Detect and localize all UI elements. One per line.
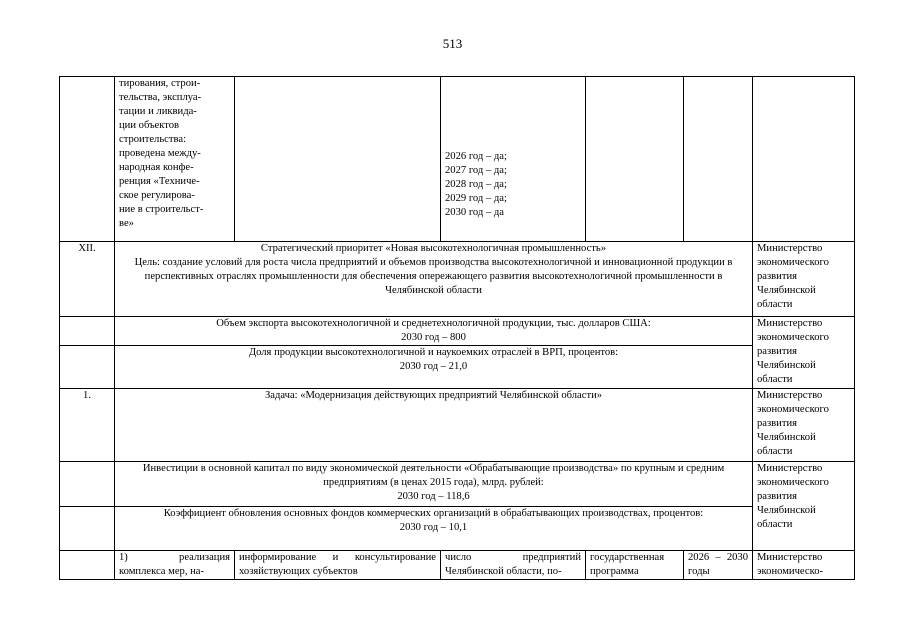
cell-empty [60, 462, 115, 507]
years-list [445, 150, 581, 220]
measure-text-line: тирования, строи- [119, 78, 201, 89]
document-text: государственная программа [586, 551, 684, 580]
table-row-indicator-renewal [60, 507, 855, 551]
goal-text: Цель: создание условий для роста числа предприятий и объемов производства высокотехнологичной и инновационной продукции в перспективных отраслях промышленности для обеспечения опережающего развития высокотехнологичной промышленности в Челябинской области [134, 257, 733, 296]
task-title: Задача: «Модернизация действующих предприятий Челябинской области» [115, 389, 753, 462]
measure-text-line: ве» [119, 218, 134, 229]
measure-text: 1) реализация комплекса мер, на- [115, 551, 235, 580]
cell-empty [60, 346, 115, 389]
task-responsible: Министерство экономического развития Челябинской области [753, 389, 855, 462]
indicator-value: 2030 год – 800 [401, 332, 466, 343]
indicator-value: 2030 год – 21,0 [399, 361, 468, 372]
table-row-continuation [60, 77, 855, 242]
indicators-responsible: Министерство экономического развития Челябинской области [753, 462, 855, 551]
table-row-indicator-grp [60, 346, 855, 389]
table-row-task-1 [60, 389, 855, 462]
measure-text-line: ции объектов [119, 120, 180, 131]
indicator-name: Коэффициент обновления основных фондов коммерческих организаций в обрабатывающих производствах, процентов: [163, 508, 704, 519]
cell-empty [60, 507, 115, 551]
year-value-line: 2029 год – да; [445, 193, 507, 204]
indicator-name: Инвестиции в основной капитал по виду экономической деятельности «Обрабатывающие производства» по крупным и средним предприятиям (в ценах 2015 года), млрд. рублей: [142, 463, 725, 488]
measure-text-line: тации и ликвида- [119, 106, 197, 117]
indicator-text: число предприятий Челябинской области, по- [441, 551, 586, 580]
cell-indicator-years [441, 77, 586, 242]
measure-text-line: ренция «Техниче- [119, 176, 200, 187]
section-priority-goal [115, 242, 753, 317]
indicator-investment [115, 462, 753, 507]
cell-measure-text [115, 77, 235, 242]
period-text: 2026 – 2030 годы [684, 551, 753, 580]
measure-text-line: народная конфе- [119, 162, 194, 173]
measure-text-line: строительства: [119, 134, 187, 145]
page-number: 513 [442, 36, 463, 51]
measure-text-line: тельства, эксплуа- [119, 92, 202, 103]
cell-responsible [753, 77, 855, 242]
task-number: 1. [60, 389, 115, 462]
measure-text-line: ское регулирова- [119, 190, 195, 201]
year-value-line: 2030 год – да [445, 207, 504, 218]
year-value-line: 2028 год – да; [445, 179, 507, 190]
indicators-responsible: Министерство экономического развития Челябинской области [753, 317, 855, 389]
strategy-table [59, 76, 855, 580]
measure-text-line: проведена между- [119, 148, 201, 159]
cell-empty [60, 551, 115, 580]
priority-title: Стратегический приоритет «Новая высокотехнологичная промышленность» [260, 243, 607, 254]
indicator-name: Объем экспорта высокотехнологичной и среднетехнологичной продукции, тыс. долларов США: [216, 318, 651, 329]
table-row-indicator-investment [60, 462, 855, 507]
section-responsible: Министерство экономического развития Челябинской области [753, 242, 855, 317]
table-row-measure-1 [60, 551, 855, 580]
mechanism-text: информирование и консультирование хозяйствующих субъектов [235, 551, 441, 580]
responsible-text: Министерство экономическо- [753, 551, 855, 580]
indicator-name: Доля продукции высокотехнологичной и наукоемких отраслей в ВРП, процентов: [248, 347, 619, 358]
indicator-grp-share [115, 346, 753, 389]
indicator-renewal [115, 507, 753, 551]
table-row-section-xii [60, 242, 855, 317]
cell-mechanism [235, 77, 441, 242]
cell-number [60, 77, 115, 242]
indicator-value: 2030 год – 10,1 [399, 522, 468, 533]
cell-empty [60, 317, 115, 346]
indicator-value: 2030 год – 118,6 [397, 491, 470, 502]
cell-document [586, 77, 684, 242]
year-value-line: 2026 год – да; [445, 151, 507, 162]
cell-period [684, 77, 753, 242]
section-number: XII. [60, 242, 115, 317]
indicator-export [115, 317, 753, 346]
measure-text-line: ние в строительст- [119, 204, 204, 215]
table-row-indicator-export [60, 317, 855, 346]
year-value-line: 2027 год – да; [445, 165, 507, 176]
